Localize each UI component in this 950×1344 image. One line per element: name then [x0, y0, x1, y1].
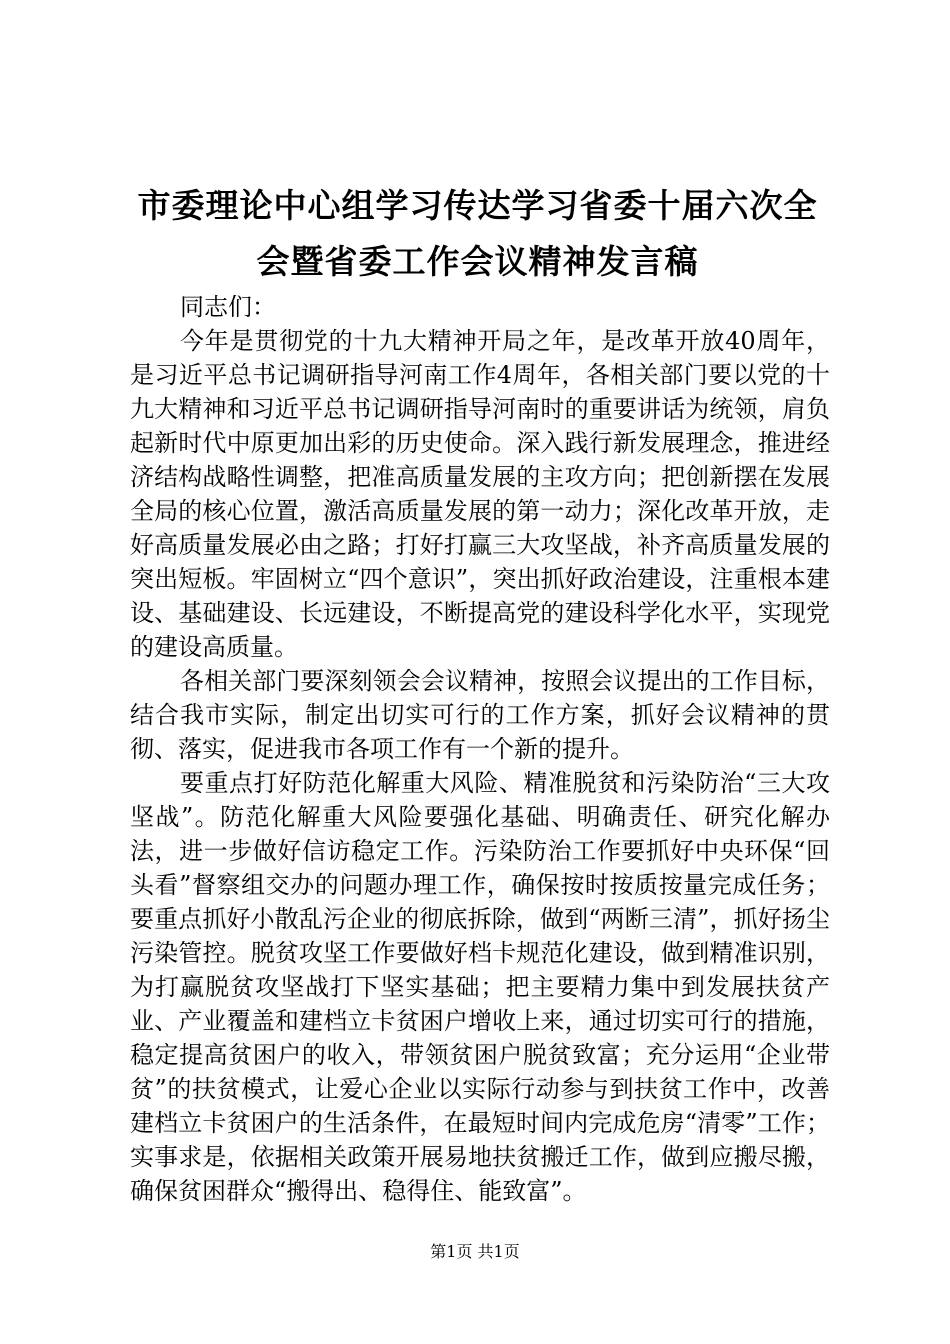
page-number-label: 第1页 共1页 [430, 1242, 520, 1261]
document-title-line-2: 会暨省委工作会议精神发言稿 [256, 242, 699, 281]
page-footer [0, 1240, 950, 1264]
document-title-line-1: 市委理论中心组学习传达学习省委十届六次全 [137, 186, 818, 225]
paragraph-3: 要重点打好防范化解重大风险、精准脱贫和污染防治“三大攻坚战”。防范化解重大风险要强化基础、明确责任、研究化解办法，进一步做好信访稳定工作。污染防治工作要抓好中央环保“回头看”督察组交办的问题办理工作，确保按时按质按量完成任务；要重点抓好小散乱污企业的彻底拆除，做到“两断三清”，抓好扬尘污染管控。脱贫攻坚工作要做好档卡规范化建设，做到精准识别，为打赢脱贫攻坚战打下坚实基础；把主要精力集中到发展扶贫产业、产业覆盖和建档立卡贫困户增收上来，通过切实可行的措施，稳定提高贫困户的收入，带领贫困户脱贫致富；充分运用“企业带贫”的扶贫模式，让爱心企业以实际行动参与到扶贫工作中，改善建档立卡贫困户的生活条件，在最短时间内完成危房“清零”工作；实事求是，依据相关政策开展易地扶贫搬迁工作，做到应搬尽搬，确保贫困群众“搬得出、稳得住、能致富”。 [130, 769, 830, 1205]
paragraph-1: 今年是贯彻党的十九大精神开局之年，是改革开放40周年，是习近平总书记调研指导河南工作4周年，各相关部门要以党的十九大精神和习近平总书记调研指导河南时的重要讲话为统领，肩负起新时代中原更加出彩的历史使命。深入践行新发展理念，推进经济结构战略性调整，把准高质量发展的主攻方向；把创新摆在发展全局的核心位置，激活高质量发展的第一动力；深化改革开放，走好高质量发展必由之路；打好打赢三大攻坚战，补齐高质量发展的突出短板。牢固树立“四个意识”，突出抓好政治建设，注重根本建设、基础建设、长远建设，不断提高党的建设科学化水平，实现党的建设高质量。 [130, 327, 830, 661]
salutation: 同志们： [180, 293, 276, 321]
paragraph-2: 各相关部门要深刻领会会议精神，按照会议提出的工作目标，结合我市实际，制定出切实可行的工作方案，抓好会议精神的贯彻、落实，促进我市各项工作有一个新的提升。 [130, 667, 830, 763]
document-body [130, 290, 830, 1208]
document-title [120, 178, 835, 290]
